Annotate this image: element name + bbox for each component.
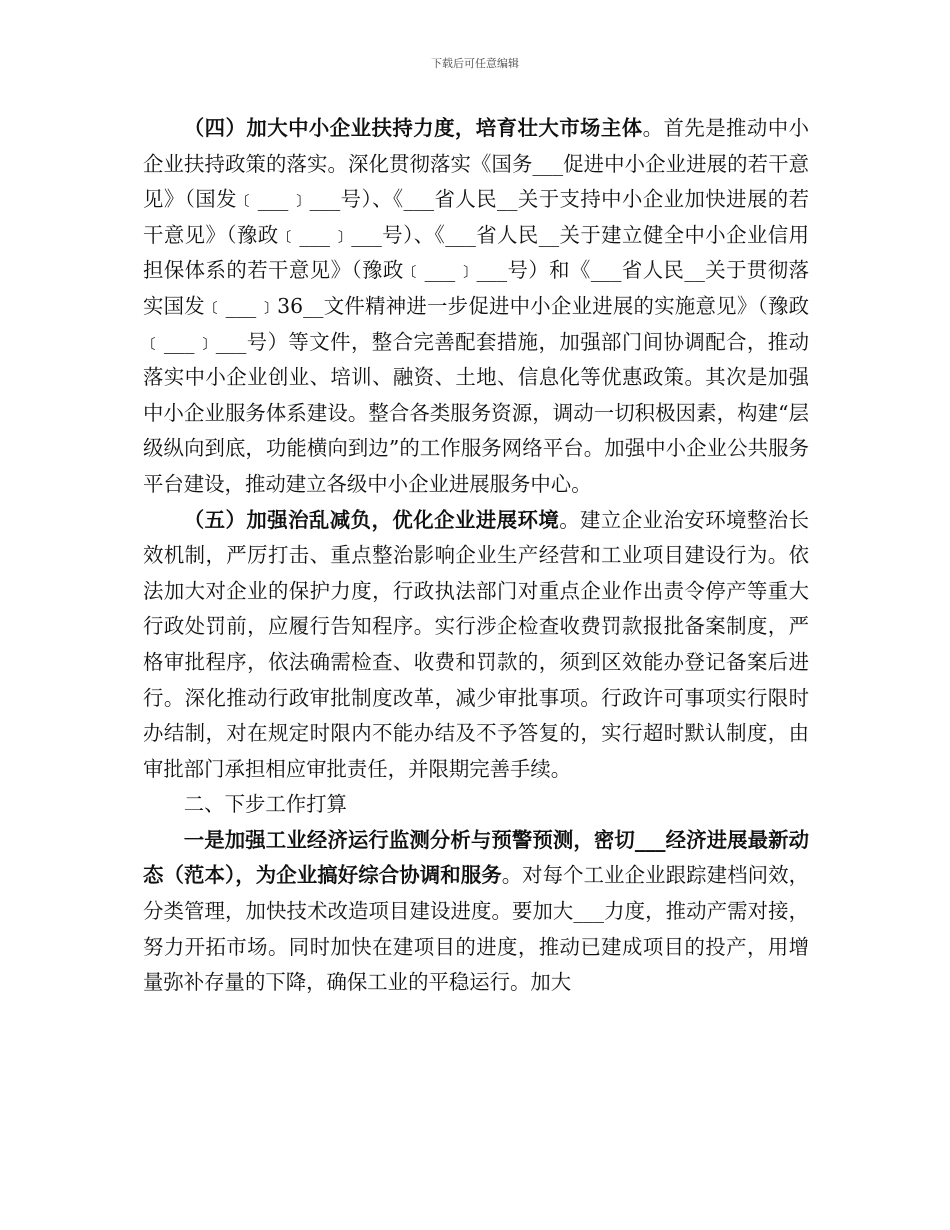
heading-next-steps: 二、下步工作打算 — [183, 792, 347, 817]
paragraph-item-1 — [143, 823, 809, 1001]
section-5-body: 。建立企业治安环境整治长效机制，严厉打击、重点整治影响企业生产经营和工业项目建设行为。依法加大对企业的保护力度，行政执法部门对重点企业作出责令停产等重大行政处罚前，应履行告知程序。实行涉企检查收费罚款报批备案制度，严格审批程序，依法确需检查、收费和罚款的，须到区效能办登记备案后进行。深化推动行政审批制度改革，减少审批事项。行政许可事项实行限时办结制，对在规定时限内不能办结及不予答复的，实行超时默认制度，由审批部门承担相应审批责任，并限期完善手续。 — [143, 507, 810, 781]
document-body — [143, 111, 809, 1001]
item-1-lead: 一是加强工业经济运行监测分析与预警预测，密切___经济进展最新动态（范本），为企业搞好综合协调和服务 — [143, 827, 809, 888]
section-5-lead: （五）加强治乱减负，优化企业进展环境 — [183, 507, 560, 532]
paragraph-section-5 — [143, 503, 809, 788]
paragraph-section-4 — [143, 111, 809, 503]
section-4-lead: （四）加大中小企业扶持力度，培育壮大市场主体 — [183, 116, 643, 140]
page-header: 下载后可任意编辑 — [431, 57, 519, 70]
item-1-body: 。对每个工业企业跟踪建档问效，分类管理，加快技术改造项目建设进度。要加大___力度，推动产需对接，努力开拓市场。同时加快在建项目的进度，推动已建成项目的投产，用增量弥补存量的下降，确保工业的平稳运行。加大 — [143, 863, 809, 995]
section-4-body: 。首先是推动中小企业扶持政策的落实。深化贯彻落实《国务___促进中小企业进展的若干意见》（国发﹝___﹞___号）、《___省人民__关于支持中小企业加快进展的若干意见》（豫政﹝___﹞___号）、《___省人民__关于建立健全中小企业信用担保体系的若干意见》（豫政﹝___﹞___号）和《___省人民__关于贯彻落实国发﹝___﹞36__文件精神进一步促进中小企业进展的实施意见》（豫政﹝___﹞___号）等文件，整合完善配套措施，加强部门间协调配合，推动落实中小企业创业、培训、融资、土地、信息化等优惠政策。其次是加强中小企业服务体系建设。整合各类服务资源，调动一切积极因素，构建“层级纵向到底，功能横向到边”的工作服务网络平台。加强中小企业公共服务平台建设，推动建立各级中小企业进展服务中心。 — [143, 116, 810, 496]
